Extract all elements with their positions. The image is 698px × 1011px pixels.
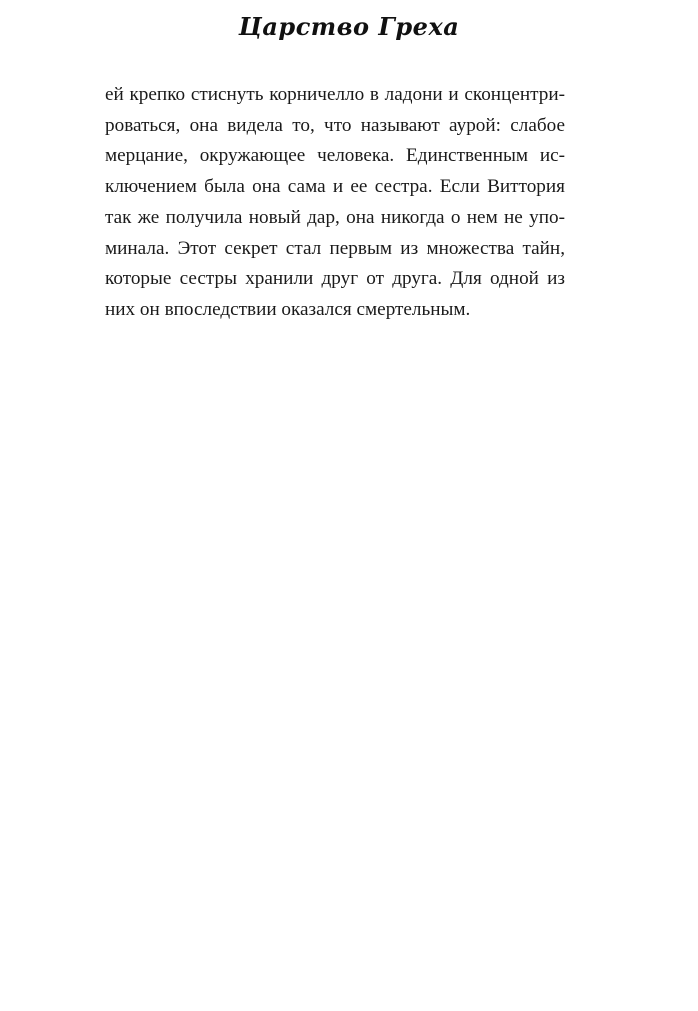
text-line: них он впоследствии оказался смертельным. [105,298,471,320]
text-line: минала. Этот секрет стал первым из множества тайн, [105,237,565,259]
text-line: так же получила новый дар, она никогда о нем не упо- [105,206,565,228]
text-line: роваться, она видела то, что называют аурой: слабое [105,114,565,136]
text-line: мерцание, окружающее человека. Единственным ис- [105,145,565,167]
body-paragraph [105,80,565,326]
text-line: которые сестры хранили друг от друга. Для одной из [105,268,565,290]
text-line: ей крепко стиснуть корничелло в ладони и сконцентри- [105,84,565,105]
running-head-title: Царство Греха [238,12,460,41]
text-line: ключением была она сама и ее сестра. Если Виттория [105,176,565,198]
